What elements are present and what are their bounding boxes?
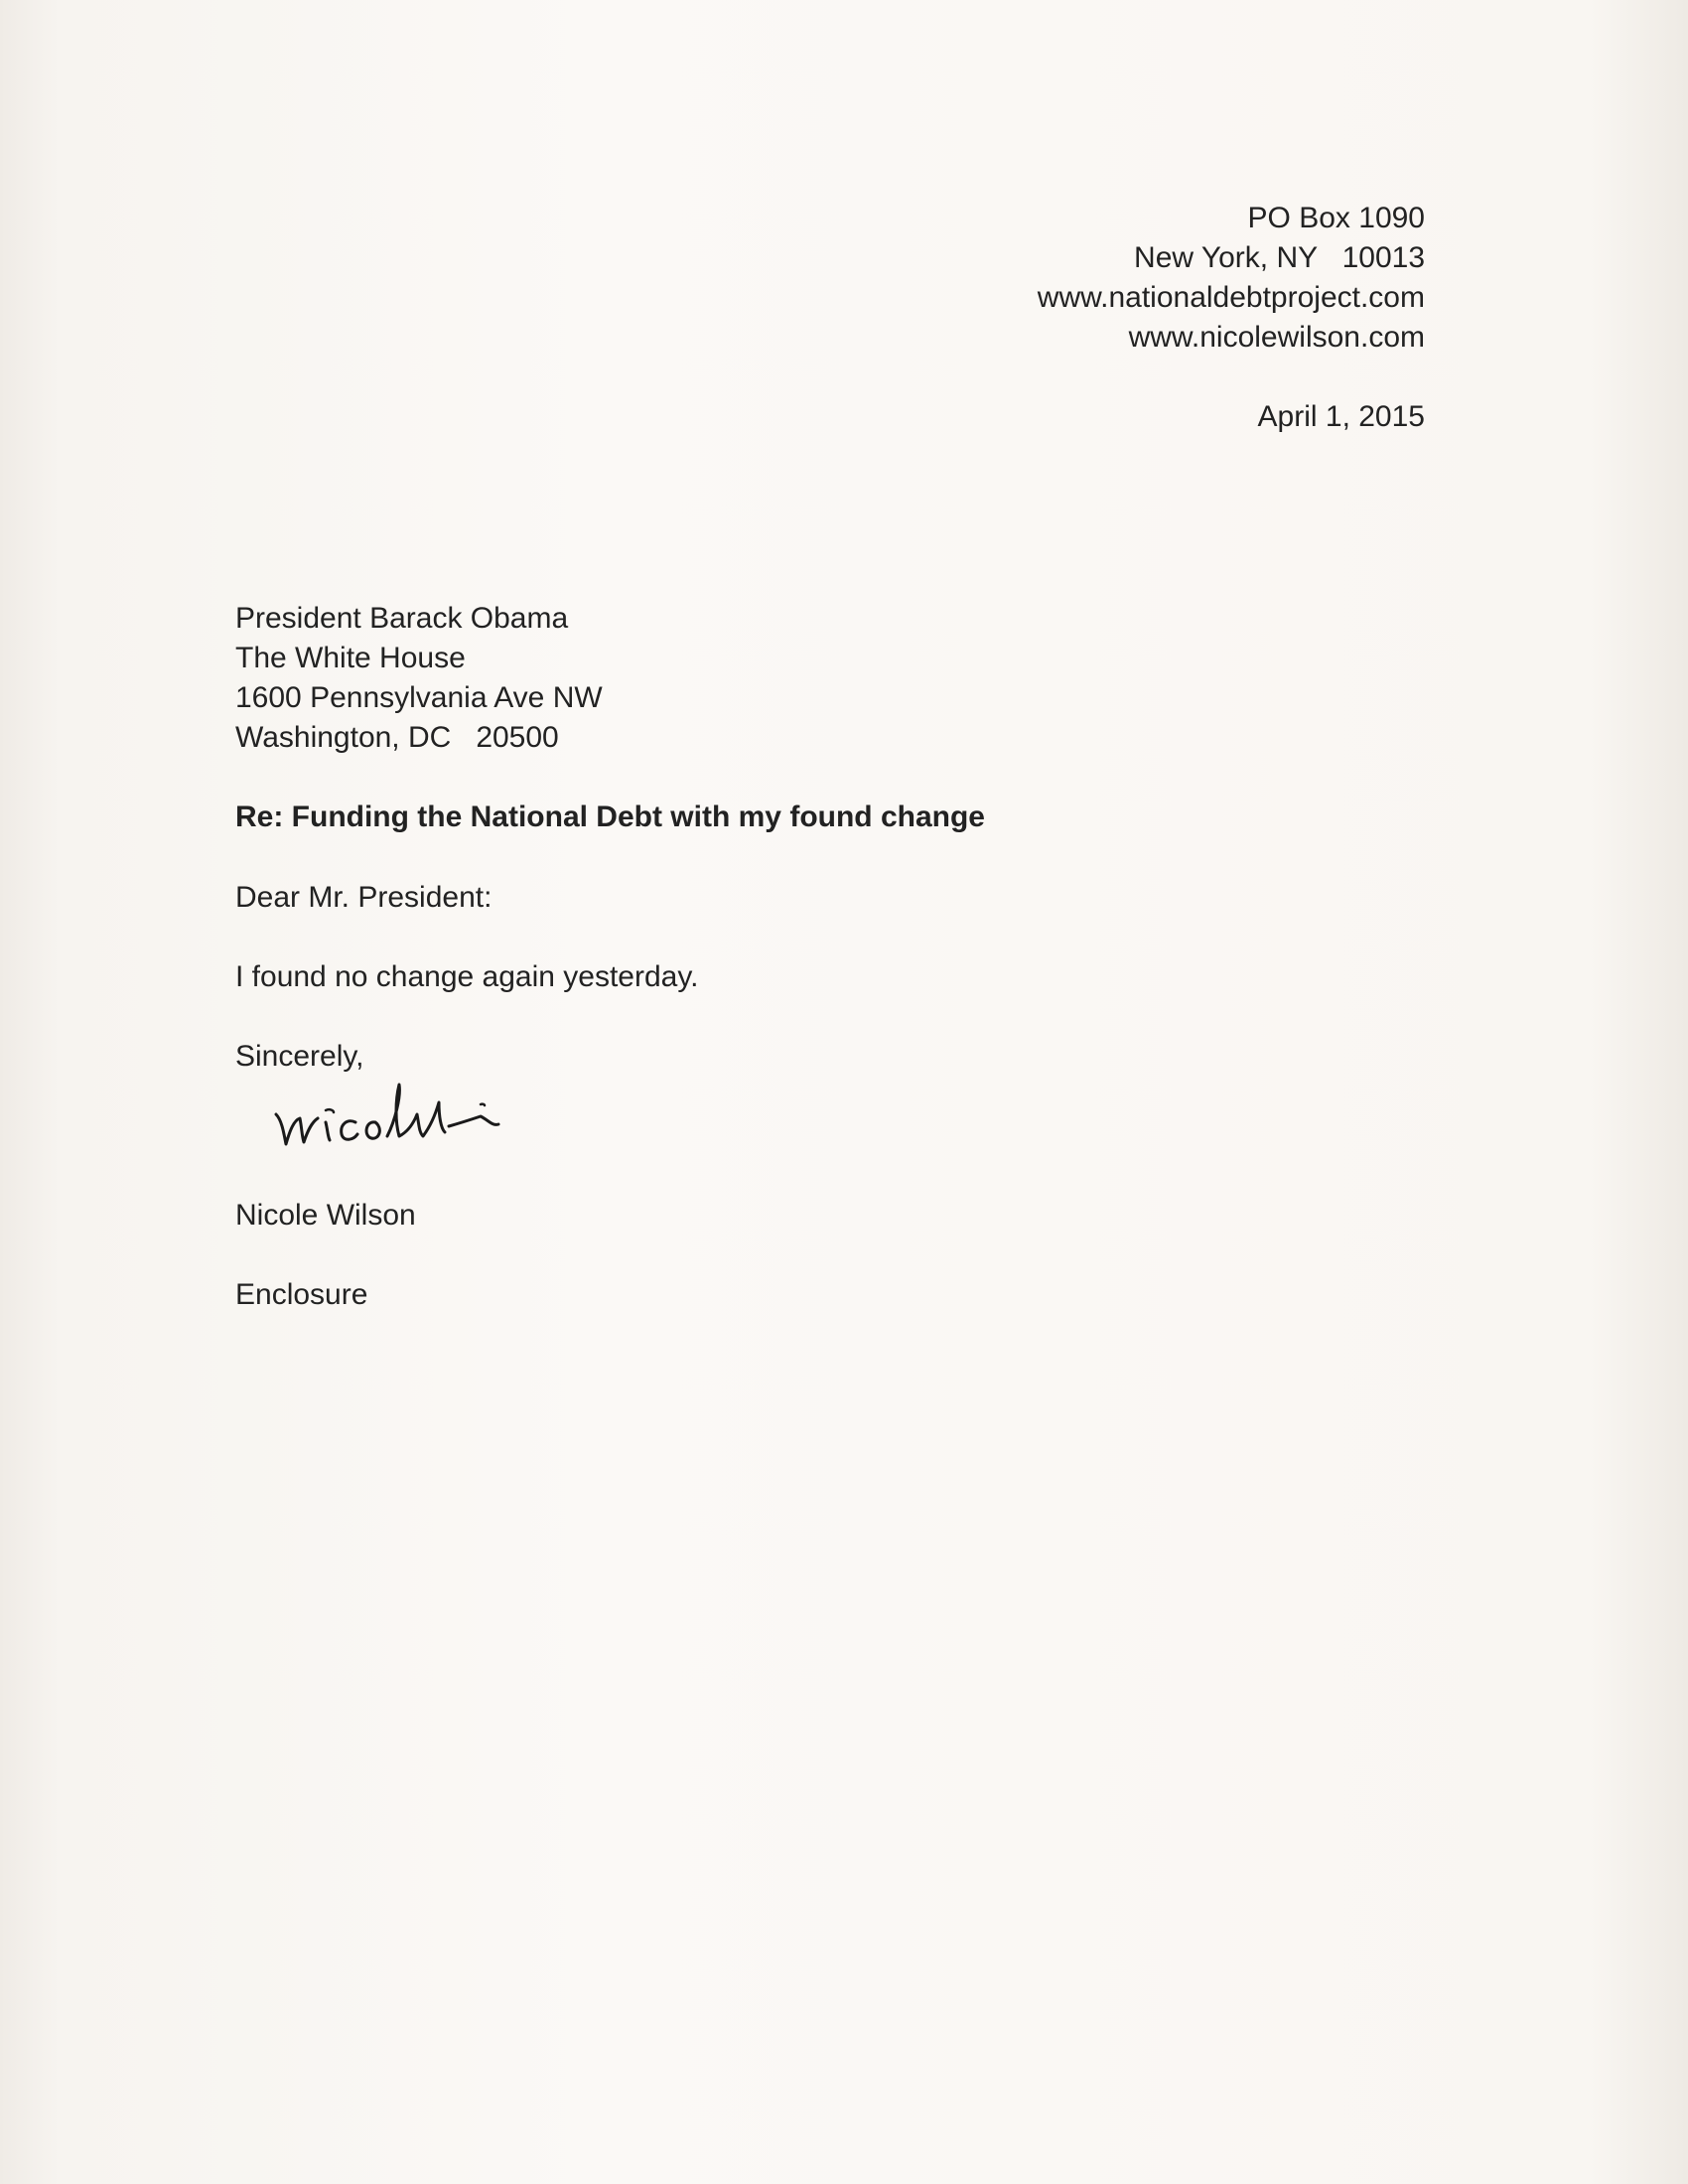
enclosure-note: Enclosure — [235, 1278, 368, 1311]
letter-date: April 1, 2015 — [1257, 400, 1425, 433]
closing: Sincerely, — [235, 1040, 364, 1073]
sender-po-box: PO Box 1090 — [1247, 202, 1425, 234]
sender-city-state-zip: New York, NY 10013 — [1134, 241, 1425, 274]
salutation: Dear Mr. President: — [235, 881, 492, 914]
recipient-street: 1600 Pennsylvania Ave NW — [235, 681, 603, 714]
subject-line: Re: Funding the National Debt with my found change — [235, 801, 985, 833]
recipient-organization: The White House — [235, 642, 466, 674]
handwritten-signature — [268, 1073, 566, 1162]
recipient-name: President Barack Obama — [235, 602, 569, 635]
sender-website-project: www.nationaldebtproject.com — [1037, 281, 1425, 314]
recipient-city-state-zip: Washington, DC 20500 — [235, 721, 559, 754]
sender-address-block — [1038, 199, 1425, 358]
letter-body: I found no change again yesterday. — [235, 960, 699, 993]
sender-website-personal: www.nicolewilson.com — [1128, 321, 1425, 354]
recipient-address-block — [235, 599, 603, 758]
signer-name: Nicole Wilson — [235, 1199, 416, 1232]
